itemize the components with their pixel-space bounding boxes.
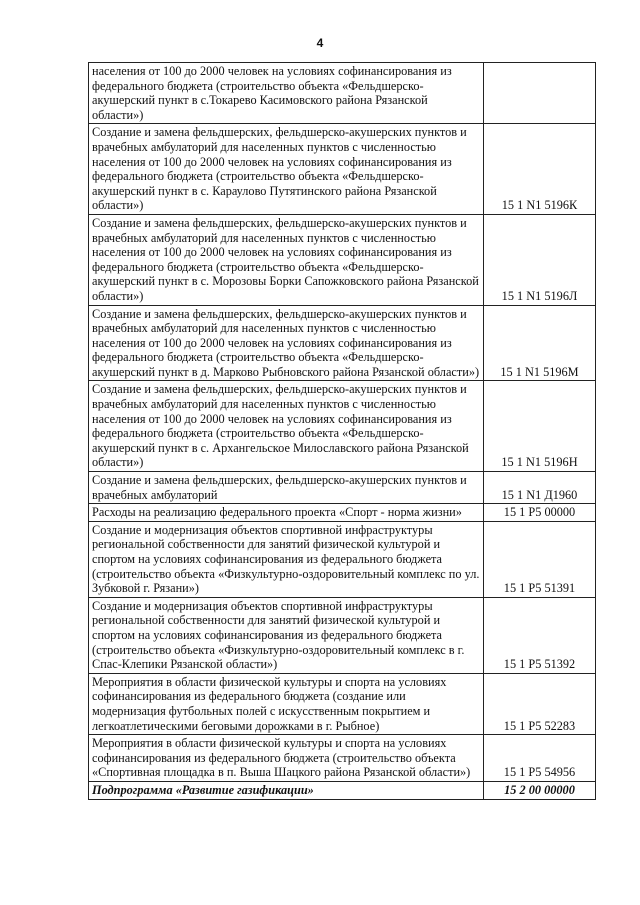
page-number: 4 bbox=[316, 36, 324, 50]
row-code: 15 1 N1 5196Н bbox=[484, 381, 596, 472]
subprogram-code: 15 2 00 00000 bbox=[484, 781, 596, 799]
table-row bbox=[89, 381, 596, 472]
table-row bbox=[89, 673, 596, 734]
row-code: 15 1 N1 5196Л bbox=[484, 214, 596, 305]
table-row bbox=[89, 735, 596, 782]
table-row bbox=[89, 124, 596, 215]
row-code bbox=[484, 63, 596, 124]
row-description: Расходы на реализацию федерального проекта «Спорт - норма жизни» bbox=[89, 504, 484, 522]
budget-classification-table bbox=[88, 62, 596, 800]
row-description: Создание и замена фельдшерских, фельдшерско-акушерских пунктов и врачебных амбулаторий для населенных пунктов с численностью населения от 100 до 2000 человек на условиях софинансирования из федерального бюджета (строительство объекта «Фельдшерско-акушерский пункт в с. Архангельское Милославского района Рязанской области») bbox=[89, 381, 484, 472]
row-description: Мероприятия в области физической культуры и спорта на условиях софинансирования из федерального бюджета (создание или модернизация футбольных полей с искусственным покрытием и легкоатлетическими беговыми дорожками в г. Рыбное) bbox=[89, 673, 484, 734]
table-row bbox=[89, 63, 596, 124]
subprogram-row bbox=[89, 781, 596, 799]
row-description: населения от 100 до 2000 человек на условиях софинансирования из федерального бюджета (строительство объекта «Фельдшерско-акушерский пункт в с.Токарево Касимовского района Рязанской области») bbox=[89, 63, 484, 124]
row-description: Создание и модернизация объектов спортивной инфраструктуры региональной собственности для занятий физической культурой и спортом на условиях софинансирования из федерального бюджета (строительство объекта «Физкультурно-оздоровительный комплекс в г. Спас-Клепики Рязанской области») bbox=[89, 597, 484, 673]
row-code: 15 1 P5 51392 bbox=[484, 597, 596, 673]
row-description: Создание и модернизация объектов спортивной инфраструктуры региональной собственности для занятий физической культурой и спортом на условиях софинансирования из федерального бюджета (строительство объекта «Физкультурно-оздоровительный комплекс по ул. Зубковой г. Рязани») bbox=[89, 521, 484, 597]
table-row bbox=[89, 472, 596, 504]
row-code: 15 1 N1 Д1960 bbox=[484, 472, 596, 504]
row-code: 15 1 P5 54956 bbox=[484, 735, 596, 782]
table-row bbox=[89, 305, 596, 381]
table-row bbox=[89, 521, 596, 597]
row-code: 15 1 P5 51391 bbox=[484, 521, 596, 597]
row-code: 15 1 P5 00000 bbox=[484, 504, 596, 522]
row-code: 15 1 P5 52283 bbox=[484, 673, 596, 734]
row-code: 15 1 N1 5196К bbox=[484, 124, 596, 215]
table-row bbox=[89, 597, 596, 673]
row-description: Создание и замена фельдшерских, фельдшерско-акушерских пунктов и врачебных амбулаторий bbox=[89, 472, 484, 504]
row-description: Создание и замена фельдшерских, фельдшерско-акушерских пунктов и врачебных амбулаторий для населенных пунктов с численностью населения от 100 до 2000 человек на условиях софинансирования из федерального бюджета (строительство объекта «Фельдшерско-акушерский пункт в д. Марково Рыбновского района Рязанской области») bbox=[89, 305, 484, 381]
row-description: Создание и замена фельдшерских, фельдшерско-акушерских пунктов и врачебных амбулаторий для населенных пунктов с численностью населения от 100 до 2000 человек на условиях софинансирования из федерального бюджета (строительство объекта «Фельдшерско-акушерский пункт в с. Морозовы Борки Сапожковского района Рязанской области») bbox=[89, 214, 484, 305]
subprogram-title: Подпрограмма «Развитие газификации» bbox=[89, 781, 484, 799]
table-row bbox=[89, 504, 596, 522]
row-description: Мероприятия в области физической культуры и спорта на условиях софинансирования из федерального бюджета (строительство объекта «Спортивная площадка в п. Выша Шацкого района Рязанской области») bbox=[89, 735, 484, 782]
table-row bbox=[89, 214, 596, 305]
row-code: 15 1 N1 5196М bbox=[484, 305, 596, 381]
row-description: Создание и замена фельдшерских, фельдшерско-акушерских пунктов и врачебных амбулаторий для населенных пунктов с численностью населения от 100 до 2000 человек на условиях софинансирования из федерального бюджета (строительство объекта «Фельдшерско-акушерский пункт в с. Караулово Путятинского района Рязанской области») bbox=[89, 124, 484, 215]
